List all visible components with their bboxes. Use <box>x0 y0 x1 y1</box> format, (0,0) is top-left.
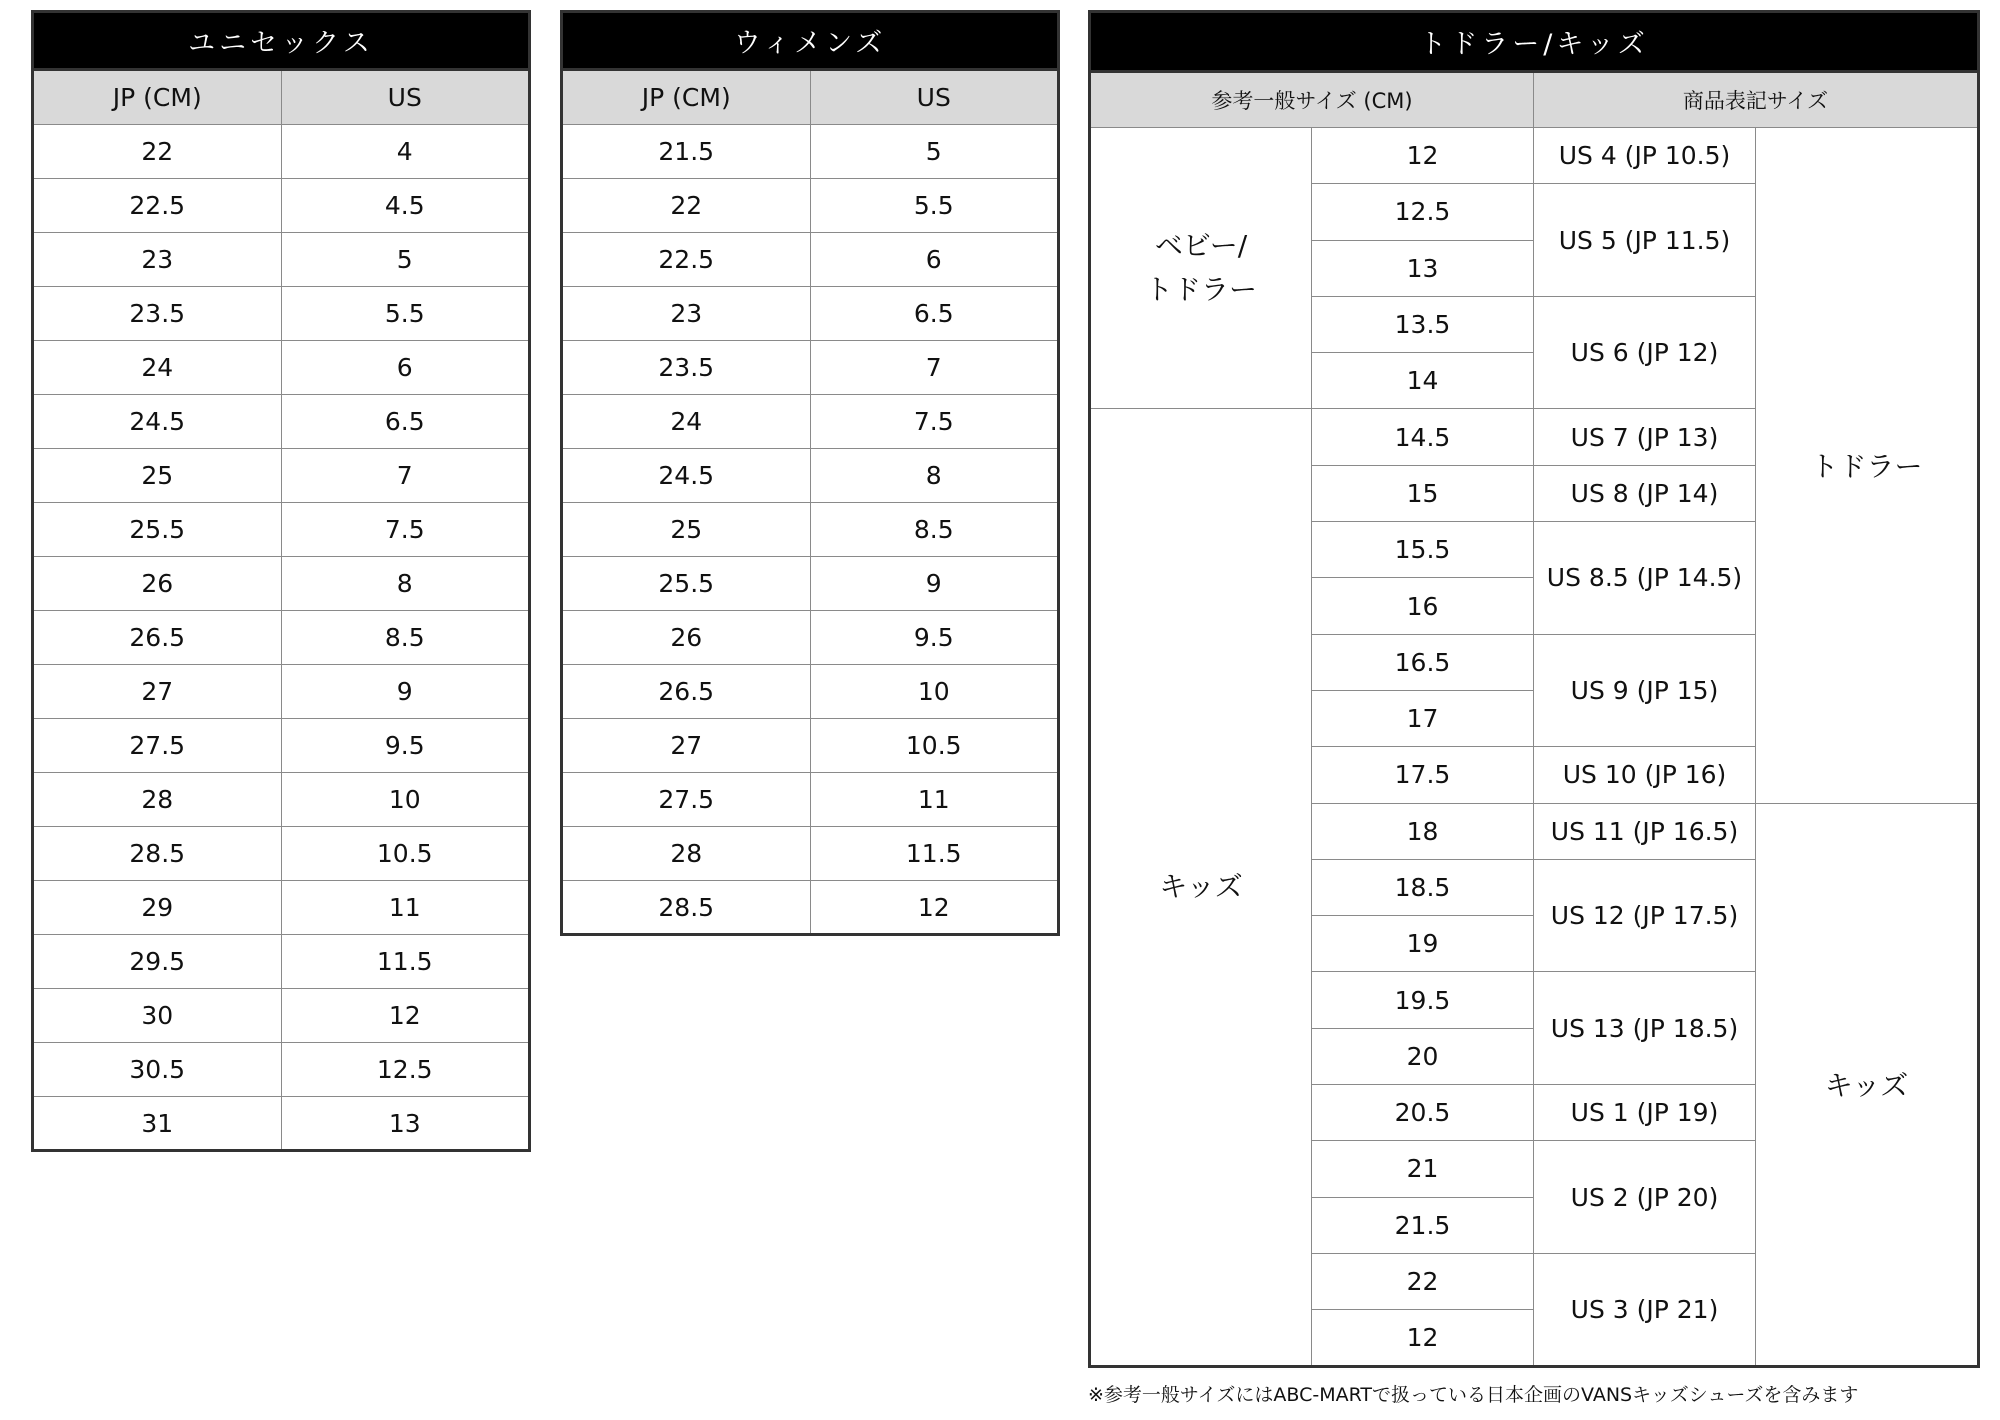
table-row <box>33 827 530 881</box>
cm-cell: 13 <box>1312 240 1534 296</box>
table-row <box>33 1043 530 1097</box>
us-cell: 8.5 <box>810 503 1059 557</box>
table-row <box>33 125 530 179</box>
us-cell: 6 <box>810 233 1059 287</box>
category-toddler: トドラー <box>1756 128 1979 804</box>
table-row <box>562 395 1059 449</box>
jp-cell: 25 <box>562 503 811 557</box>
table-row <box>562 449 1059 503</box>
product-size-cell: US 4 (JP 10.5) <box>1534 128 1756 184</box>
cm-cell: 17.5 <box>1312 747 1534 803</box>
table-row <box>562 287 1059 341</box>
us-cell: 12.5 <box>281 1043 530 1097</box>
cm-cell: 19.5 <box>1312 972 1534 1028</box>
group-kids: キッズ <box>1090 409 1312 1366</box>
table-row <box>33 287 530 341</box>
jp-cell: 25 <box>33 449 282 503</box>
jp-cell: 27.5 <box>562 773 811 827</box>
jp-cell: 31 <box>33 1097 282 1151</box>
jp-cell: 27.5 <box>33 719 282 773</box>
jp-cell: 24 <box>33 341 282 395</box>
category-kids: キッズ <box>1756 803 1979 1366</box>
cm-cell: 20 <box>1312 1028 1534 1084</box>
cm-cell: 17 <box>1312 690 1534 746</box>
jp-cell: 26 <box>562 611 811 665</box>
table-row <box>33 1097 530 1151</box>
us-cell: 11.5 <box>281 935 530 989</box>
jp-cell: 22.5 <box>33 179 282 233</box>
jp-cell: 29.5 <box>33 935 282 989</box>
us-cell: 5 <box>810 125 1059 179</box>
cm-cell: 20.5 <box>1312 1085 1534 1141</box>
table-row <box>562 665 1059 719</box>
jp-cell: 24.5 <box>33 395 282 449</box>
women-size-table <box>560 10 1060 936</box>
us-cell: 5.5 <box>810 179 1059 233</box>
group-baby-line1: ベビー/ <box>1154 229 1248 263</box>
us-cell: 5 <box>281 233 530 287</box>
jp-cell: 28.5 <box>562 881 811 935</box>
cm-cell: 12 <box>1312 128 1534 184</box>
footnote: ※参考一般サイズにはABC-MARTで扱っている日本企画のVANSキッズシューズを含みます <box>1088 1384 1859 1406</box>
table-row <box>33 611 530 665</box>
women-title: ウィメンズ <box>562 12 1059 70</box>
women-col-jp: JP (CM) <box>562 70 811 125</box>
kids-col-general: 参考一般サイズ (CM) <box>1090 72 1534 128</box>
us-cell: 10.5 <box>810 719 1059 773</box>
table-row <box>33 989 530 1043</box>
table-row <box>562 773 1059 827</box>
jp-cell: 27 <box>33 665 282 719</box>
us-cell: 4 <box>281 125 530 179</box>
product-size-cell: US 2 (JP 20) <box>1534 1141 1756 1254</box>
us-cell: 8.5 <box>281 611 530 665</box>
kids-col-product: 商品表記サイズ <box>1534 72 1979 128</box>
jp-cell: 25.5 <box>33 503 282 557</box>
table-row <box>562 125 1059 179</box>
cm-cell: 16 <box>1312 578 1534 634</box>
table-row <box>562 557 1059 611</box>
product-size-cell: US 1 (JP 19) <box>1534 1085 1756 1141</box>
unisex-size-table <box>31 10 531 1152</box>
table-row <box>33 773 530 827</box>
table-row <box>33 665 530 719</box>
women-col-us: US <box>810 70 1059 125</box>
jp-cell: 30.5 <box>33 1043 282 1097</box>
us-cell: 11 <box>281 881 530 935</box>
us-cell: 9.5 <box>810 611 1059 665</box>
us-cell: 11.5 <box>810 827 1059 881</box>
cm-cell: 21 <box>1312 1141 1534 1197</box>
jp-cell: 26.5 <box>562 665 811 719</box>
product-size-cell: US 10 (JP 16) <box>1534 747 1756 803</box>
table-row <box>33 449 530 503</box>
product-size-cell: US 12 (JP 17.5) <box>1534 859 1756 972</box>
table-row <box>562 503 1059 557</box>
jp-cell: 23.5 <box>562 341 811 395</box>
jp-cell: 27 <box>562 719 811 773</box>
product-size-cell: US 8.5 (JP 14.5) <box>1534 522 1756 635</box>
table-row <box>1090 128 1979 184</box>
cm-cell: 21.5 <box>1312 1197 1534 1253</box>
cm-cell: 14 <box>1312 353 1534 409</box>
us-cell: 6.5 <box>281 395 530 449</box>
kids-size-table <box>1088 10 1980 1368</box>
jp-cell: 24 <box>562 395 811 449</box>
table-row <box>562 341 1059 395</box>
jp-cell: 23 <box>562 287 811 341</box>
table-row <box>33 179 530 233</box>
cm-cell: 12 <box>1312 1310 1534 1366</box>
cm-cell: 18.5 <box>1312 859 1534 915</box>
table-row <box>562 179 1059 233</box>
product-size-cell: US 3 (JP 21) <box>1534 1253 1756 1366</box>
table-row <box>33 233 530 287</box>
us-cell: 10 <box>810 665 1059 719</box>
jp-cell: 23.5 <box>33 287 282 341</box>
jp-cell: 26.5 <box>33 611 282 665</box>
jp-cell: 28 <box>33 773 282 827</box>
us-cell: 5.5 <box>281 287 530 341</box>
us-cell: 7 <box>810 341 1059 395</box>
us-cell: 4.5 <box>281 179 530 233</box>
cm-cell: 18 <box>1312 803 1534 859</box>
jp-cell: 22 <box>562 179 811 233</box>
product-size-cell: US 6 (JP 12) <box>1534 296 1756 409</box>
us-cell: 9.5 <box>281 719 530 773</box>
table-row <box>33 935 530 989</box>
cm-cell: 15 <box>1312 465 1534 521</box>
us-cell: 9 <box>281 665 530 719</box>
us-cell: 11 <box>810 773 1059 827</box>
us-cell: 12 <box>281 989 530 1043</box>
cm-cell: 15.5 <box>1312 522 1534 578</box>
table-row <box>562 881 1059 935</box>
jp-cell: 21.5 <box>562 125 811 179</box>
table-row <box>33 557 530 611</box>
unisex-title: ユニセックス <box>33 12 530 70</box>
us-cell: 13 <box>281 1097 530 1151</box>
us-cell: 8 <box>810 449 1059 503</box>
product-size-cell: US 11 (JP 16.5) <box>1534 803 1756 859</box>
table-row <box>562 719 1059 773</box>
cm-cell: 12.5 <box>1312 184 1534 240</box>
cm-cell: 19 <box>1312 916 1534 972</box>
group-baby-line2: トドラー <box>1144 273 1257 307</box>
us-cell: 9 <box>810 557 1059 611</box>
product-size-cell: US 9 (JP 15) <box>1534 634 1756 747</box>
us-cell: 7.5 <box>810 395 1059 449</box>
cm-cell: 14.5 <box>1312 409 1534 465</box>
product-size-cell: US 7 (JP 13) <box>1534 409 1756 465</box>
unisex-col-jp: JP (CM) <box>33 70 282 125</box>
us-cell: 7 <box>281 449 530 503</box>
jp-cell: 28.5 <box>33 827 282 881</box>
cm-cell: 13.5 <box>1312 296 1534 352</box>
us-cell: 10 <box>281 773 530 827</box>
cm-cell: 22 <box>1312 1253 1534 1309</box>
us-cell: 10.5 <box>281 827 530 881</box>
us-cell: 6.5 <box>810 287 1059 341</box>
jp-cell: 23 <box>33 233 282 287</box>
table-row <box>33 719 530 773</box>
jp-cell: 22.5 <box>562 233 811 287</box>
table-row <box>33 503 530 557</box>
jp-cell: 22 <box>33 125 282 179</box>
us-cell: 7.5 <box>281 503 530 557</box>
kids-title: トドラー/キッズ <box>1090 12 1979 72</box>
us-cell: 6 <box>281 341 530 395</box>
table-row <box>562 611 1059 665</box>
jp-cell: 24.5 <box>562 449 811 503</box>
cm-cell: 16.5 <box>1312 634 1534 690</box>
unisex-col-us: US <box>281 70 530 125</box>
jp-cell: 28 <box>562 827 811 881</box>
product-size-cell: US 5 (JP 11.5) <box>1534 184 1756 297</box>
group-baby-toddler <box>1090 128 1312 409</box>
product-size-cell: US 8 (JP 14) <box>1534 465 1756 521</box>
jp-cell: 26 <box>33 557 282 611</box>
table-row <box>33 881 530 935</box>
table-row <box>562 233 1059 287</box>
table-row <box>562 827 1059 881</box>
us-cell: 12 <box>810 881 1059 935</box>
us-cell: 8 <box>281 557 530 611</box>
jp-cell: 30 <box>33 989 282 1043</box>
table-row <box>33 395 530 449</box>
table-row <box>33 341 530 395</box>
product-size-cell: US 13 (JP 18.5) <box>1534 972 1756 1085</box>
jp-cell: 25.5 <box>562 557 811 611</box>
jp-cell: 29 <box>33 881 282 935</box>
